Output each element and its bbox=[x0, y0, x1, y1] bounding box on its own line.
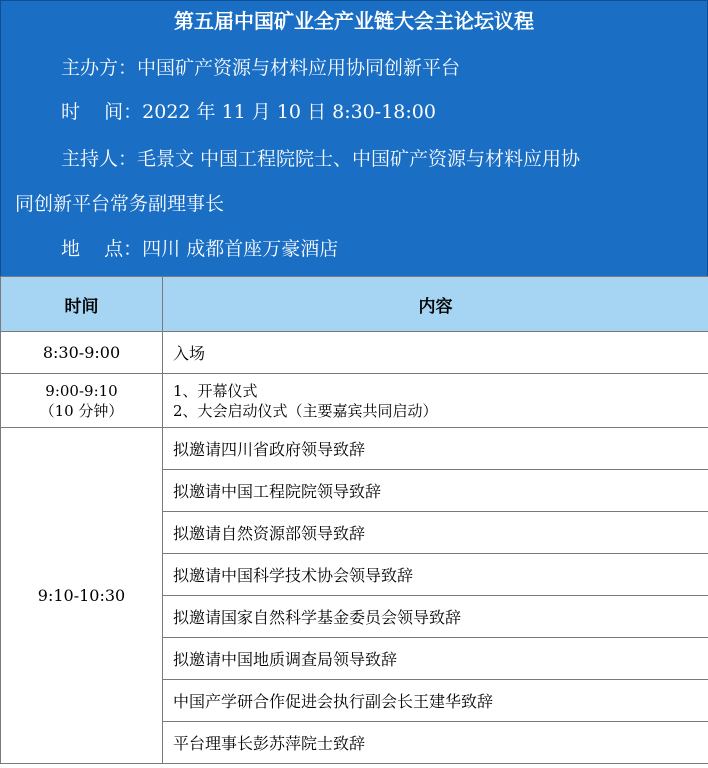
row-content: 拟邀请中国工程院院领导致辞 bbox=[163, 470, 708, 512]
row-content: 拟邀请国家自然科学基金委员会领导致辞 bbox=[163, 596, 708, 638]
row-content bbox=[163, 374, 708, 428]
row-content-line1: 1、开幕仪式 bbox=[173, 381, 258, 400]
row-content: 中国产学研合作促进会执行副会长王建华致辞 bbox=[163, 680, 708, 722]
row-content: 平台理事长彭苏萍院士致辞 bbox=[163, 722, 708, 764]
row-time: 9:10-10:30 bbox=[1, 428, 163, 764]
host-line-continued: 同创新平台常务副理事长 bbox=[15, 193, 225, 215]
row-time bbox=[1, 374, 163, 428]
row-content: 拟邀请中国科学技术协会领导致辞 bbox=[163, 554, 708, 596]
location-line: 地 点：四川 成都首座万豪酒店 bbox=[61, 238, 339, 260]
row-content: 拟邀请四川省政府领导致辞 bbox=[163, 428, 708, 470]
row-content: 拟邀请中国地质调查局领导致辞 bbox=[163, 638, 708, 680]
agenda-table bbox=[0, 276, 708, 764]
table-header-row bbox=[1, 277, 708, 332]
row-time-line2: （10 分钟） bbox=[39, 401, 124, 420]
time-line: 时 间：2022 年 11 月 10 日 8:30-18:00 bbox=[61, 101, 436, 123]
row-content: 拟邀请自然资源部领导致辞 bbox=[163, 512, 708, 554]
host-line: 主持人：毛景文 中国工程院院士、中国矿产资源与材料应用协 bbox=[61, 148, 581, 170]
row-content-line2: 2、大会启动仪式（主要嘉宾共同启动） bbox=[173, 401, 438, 420]
row-time-line1: 9:00-9:10 bbox=[45, 381, 118, 400]
row-time: 8:30-9:00 bbox=[1, 332, 163, 374]
column-header-time: 时间 bbox=[1, 277, 163, 332]
column-header-content: 内容 bbox=[163, 277, 708, 332]
table-row bbox=[1, 374, 708, 428]
table-row bbox=[1, 332, 708, 374]
organizer-line: 主办方：中国矿产资源与材料应用协同创新平台 bbox=[61, 57, 461, 79]
table-row bbox=[1, 428, 708, 470]
agenda-header bbox=[0, 0, 708, 278]
agenda-title: 第五届中国矿业全产业链大会主论坛议程 bbox=[174, 9, 534, 33]
row-content: 入场 bbox=[163, 332, 708, 374]
